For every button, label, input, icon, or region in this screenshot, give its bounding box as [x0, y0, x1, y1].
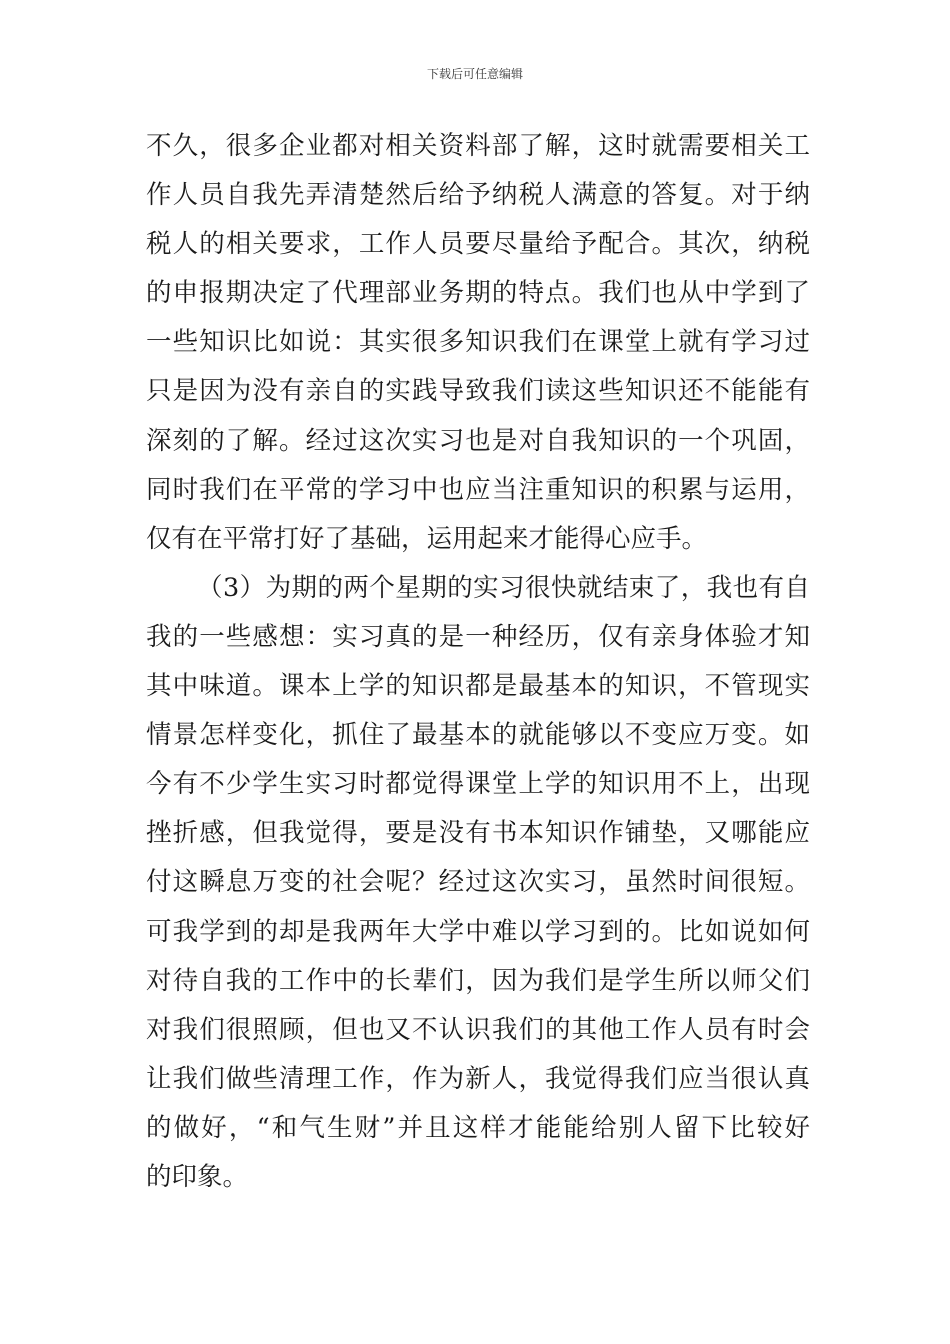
- paragraph-1: [146, 122, 810, 564]
- text-line: 挫折感，但我觉得，要是没有书本知识作铺垫，又哪能应: [146, 818, 810, 849]
- text-line: 的做好，“和气生财”并且这样才能能给别人留下比较好: [146, 1112, 810, 1143]
- text-line: 不久，很多企业都对相关资料部了解，这时就需要相关工: [146, 131, 810, 161]
- text-line: 对我们很照顾，但也又不认识我们的其他工作人员有时会: [146, 1014, 810, 1045]
- text-line: 一些知识比如说：其实很多知识我们在课堂上就有学习过: [146, 327, 810, 358]
- text-line: 付这瞬息万变的社会呢？经过这次实习，虽然时间很短。: [146, 867, 810, 898]
- paragraph-2: [146, 564, 810, 1202]
- text-line: 我的一些感想：实习真的是一种经历，仅有亲身体验才知: [146, 621, 810, 652]
- document-body: [146, 122, 810, 1202]
- text-line: 同时我们在平常的学习中也应当注重知识的积累与运用，: [146, 474, 810, 505]
- text-line: 其中味道。课本上学的知识都是最基本的知识，不管现实: [146, 671, 810, 702]
- text-line: 今有不少学生实习时都觉得课堂上学的知识用不上，出现: [146, 769, 810, 800]
- text-line: 可我学到的却是我两年大学中难以学习到的。比如说如何: [146, 916, 810, 947]
- text-line: 税人的相关要求，工作人员要尽量给予配合。其次，纳税: [146, 229, 810, 260]
- text-line: 作人员自我先弄清楚然后给予纳税人满意的答复。对于纳: [146, 180, 810, 211]
- text-line: 只是因为没有亲自的实践导致我们读这些知识还不能能有: [146, 376, 810, 407]
- text-line: 仅有在平常打好了基础，运用起来才能得心应手。: [146, 523, 708, 554]
- text-line: 对待自我的工作中的长辈们，因为我们是学生所以师父们: [146, 965, 810, 996]
- text-line: 的申报期决定了代理部业务期的特点。我们也从中学到了: [146, 278, 810, 309]
- text-line: 让我们做些清理工作，作为新人，我觉得我们应当很认真: [146, 1063, 810, 1094]
- text-line: 深刻的了解。经过这次实习也是对自我知识的一个巩固，: [146, 425, 810, 456]
- text-line: （3）为期的两个星期的实习很快就结束了，我也有自: [197, 572, 810, 603]
- text-line: 的印象。: [146, 1161, 249, 1192]
- page-header: 下载后可任意编辑: [426, 67, 523, 81]
- text-line: 情景怎样变化，抓住了最基本的就能够以不变应万变。如: [146, 720, 810, 751]
